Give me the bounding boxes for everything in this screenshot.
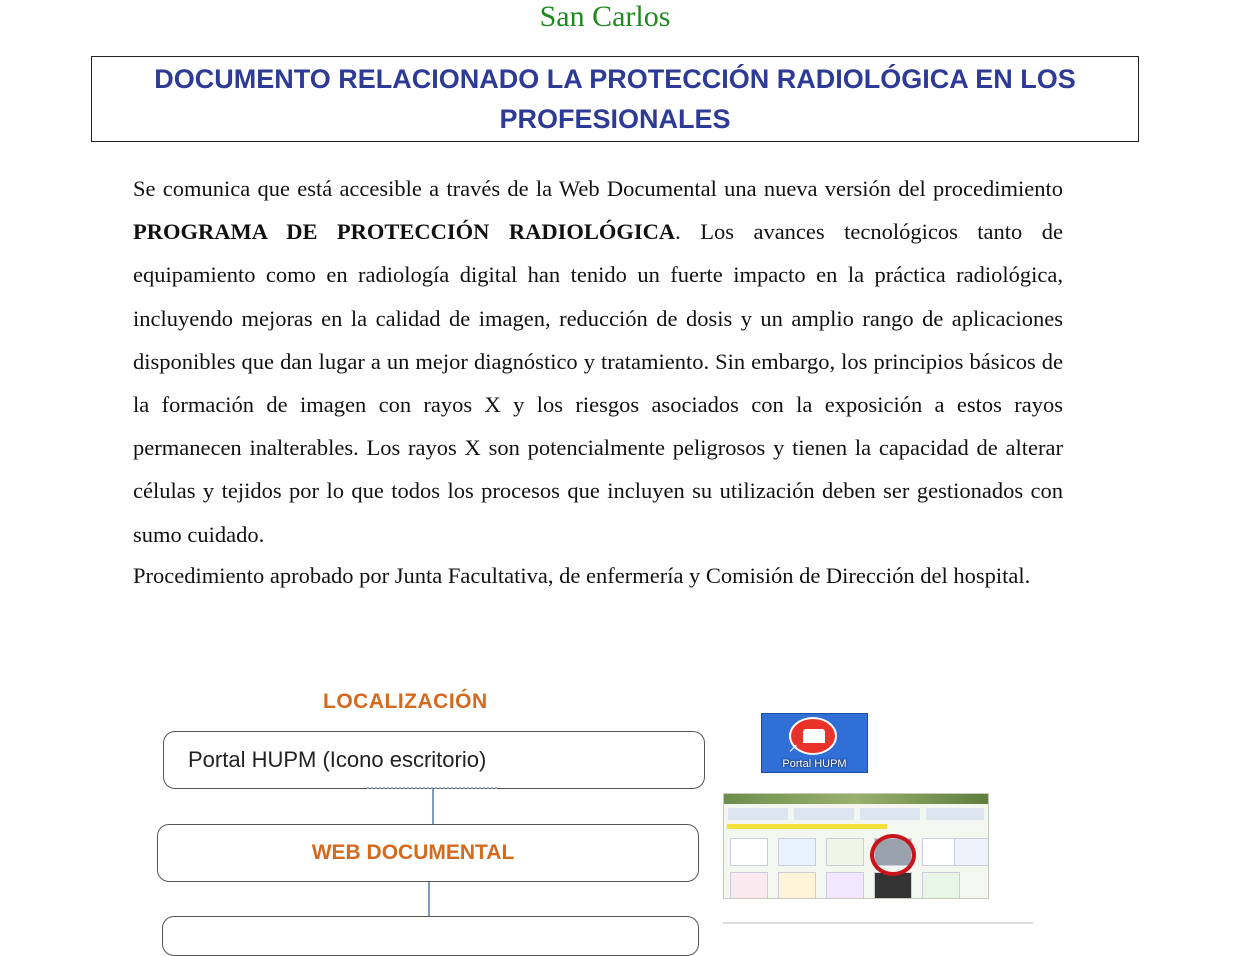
highlight-ring [870,834,916,876]
portal-icon-label: Portal HUPM [782,758,847,770]
document-title-box [91,56,1139,142]
shortcut-arrow-icon: ↗ [788,741,799,755]
procedure-name: PROGRAMA DE PROTECCIÓN RADIOLÓGICA [133,219,676,245]
document-title: DOCUMENTO RELACIONADO LA PROTECCIÓN RADIOLÓGICA EN LOS PROFESIONALES [154,64,1076,134]
body-paragraph [133,167,1063,556]
flow-step-portal-label: Portal HUPM (Icono escritorio) [188,747,487,772]
flow-step-next [162,916,699,956]
flow-step-portal [163,731,705,789]
divider-line [723,922,1033,924]
portal-hupm-desktop-icon [761,713,868,773]
flow-step-web-documental-label: WEB DOCUMENTAL [311,841,515,864]
web-documental-screenshot [723,793,989,899]
hospital-name: San Carlos [539,0,671,33]
flow-connector [432,789,434,824]
flow-connector [428,882,430,916]
localizacion-heading: LOCALIZACIÓN [323,690,488,713]
approval-paragraph: Procedimiento aprobado por Junta Facultativa, de enfermería y Comisión de Dirección del hospital. [133,563,1031,588]
body-intro: Se comunica que está accesible a través de la Web Documental una nueva versión del procedimiento [133,176,1063,201]
body-continuation: . Los avances tecnológicos tanto de equipamiento como en radiología digital han tenido un fuerte impacto en la práctica radiológica, incluyendo mejoras en la calidad de imagen, reducción de dosis y un amplio rango de aplicaciones disponibles que dan lugar a un mejor diagnóstico y tratamiento. Sin embargo, los principios básicos de la formación de imagen con rayos X y los riesgos asociados con la exposición a estos rayos permanecen inalterables. Los rayos X son potencialmente peligrosos y tienen la capacidad de alterar células y tejidos por lo que todos los procesos que incluyen su utilización deben ser gestionados con sumo cuidado. [133,219,1063,547]
flow-step-web-documental [157,824,699,882]
